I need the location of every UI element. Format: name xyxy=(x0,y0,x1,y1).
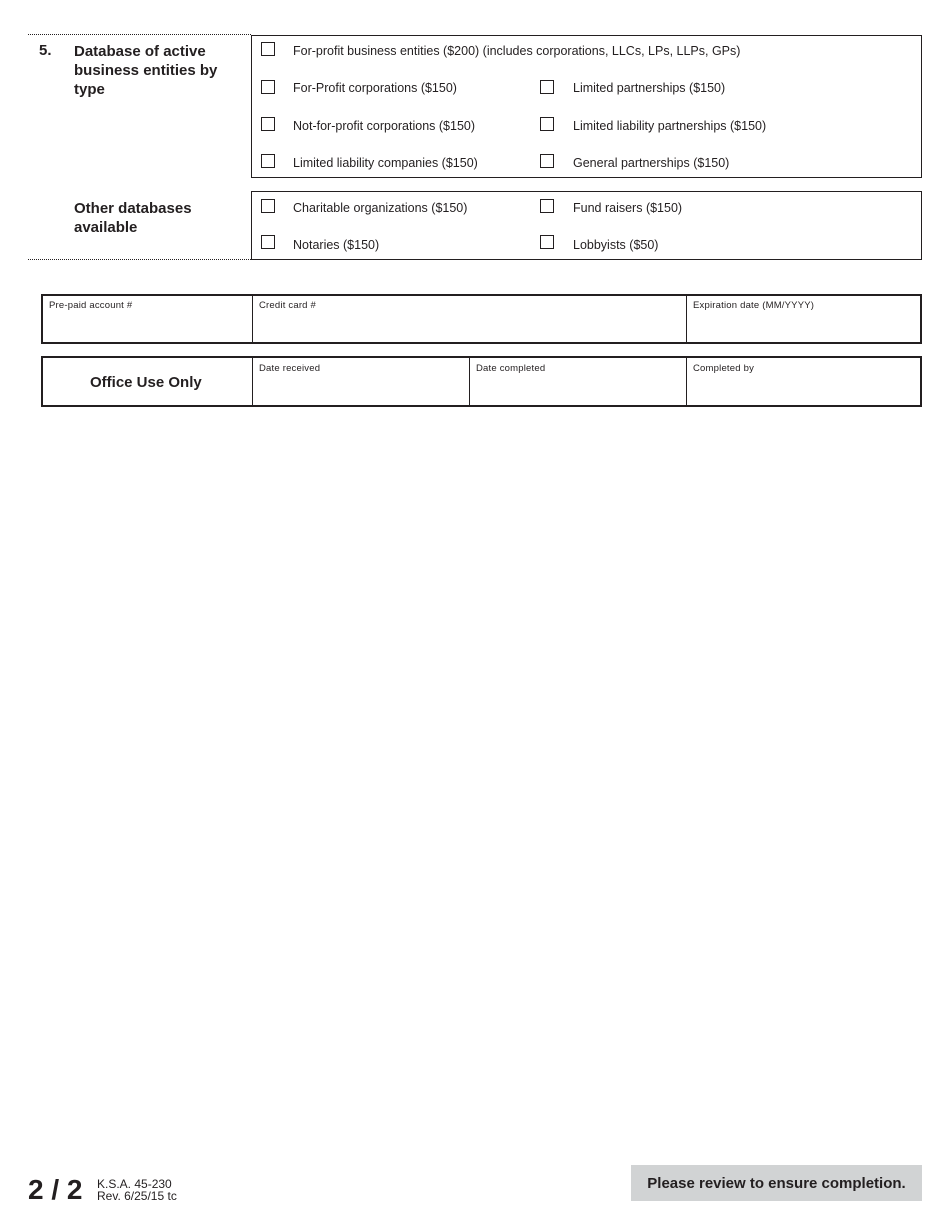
other-databases-label-line: available xyxy=(74,219,138,236)
office-use-title: Office Use Only xyxy=(90,374,202,391)
checkbox-charitable-organizations[interactable] xyxy=(261,199,275,213)
checkbox-all-for-profit[interactable] xyxy=(261,42,275,56)
section5-bottom-divider xyxy=(28,259,251,260)
section5-options-box xyxy=(251,35,922,178)
other-databases-label xyxy=(74,199,239,237)
option-fund-raisers-label: Fund raisers ($150) xyxy=(573,201,683,215)
checkbox-limited-partnerships[interactable] xyxy=(540,80,554,94)
payment-box xyxy=(41,294,922,344)
date-completed-label: Date completed xyxy=(476,363,546,374)
section5-label-line: Database of active xyxy=(74,43,206,60)
revision-note: Rev. 6/25/15 tc xyxy=(97,1189,177,1203)
expiration-date-label: Expiration date (MM/YYYY) xyxy=(693,300,815,311)
date-received-label: Date received xyxy=(259,363,321,374)
section5-top-divider xyxy=(28,34,251,35)
date-received-field[interactable] xyxy=(252,358,470,405)
expiration-date-field[interactable] xyxy=(686,296,921,342)
section5-label-line: type xyxy=(74,81,105,98)
option-limited-liability-companies-label: Limited liability companies ($150) xyxy=(293,156,478,170)
completed-by-label: Completed by xyxy=(693,363,755,374)
completed-by-field[interactable] xyxy=(686,358,921,405)
checkbox-fund-raisers[interactable] xyxy=(540,199,554,213)
option-lobbyists-label: Lobbyists ($50) xyxy=(573,238,659,252)
section-number: 5. xyxy=(39,42,52,59)
date-completed-field[interactable] xyxy=(469,358,687,405)
office-use-box xyxy=(41,356,922,407)
section5-label-line: business entities by xyxy=(74,62,218,79)
option-all-for-profit-label: For-profit business entities ($200) (includes corporations, LLCs, LPs, LLPs, GPs) xyxy=(293,44,741,58)
checkbox-lobbyists[interactable] xyxy=(540,235,554,249)
credit-card-field[interactable] xyxy=(252,296,687,342)
checkbox-for-profit-corporations[interactable] xyxy=(261,80,275,94)
prepaid-account-field[interactable] xyxy=(43,296,252,342)
credit-card-label: Credit card # xyxy=(259,300,316,311)
other-databases-label-line: Other databases xyxy=(74,200,192,217)
option-notaries-label: Notaries ($150) xyxy=(293,238,380,252)
page-number: 2 / 2 xyxy=(28,1174,83,1205)
checkbox-notaries[interactable] xyxy=(261,235,275,249)
checkbox-limited-liability-partnerships[interactable] xyxy=(540,117,554,131)
prepaid-account-label: Pre-paid account # xyxy=(49,300,133,311)
other-databases-options-box xyxy=(251,191,922,260)
option-not-for-profit-corporations-label: Not-for-profit corporations ($150) xyxy=(293,119,476,133)
checkbox-not-for-profit-corporations[interactable] xyxy=(261,117,275,131)
option-limited-liability-partnerships-label: Limited liability partnerships ($150) xyxy=(573,119,767,133)
review-notice: Please review to ensure completion. xyxy=(631,1165,922,1201)
statute-reference: K.S.A. 45-230 xyxy=(97,1177,172,1191)
section5-label xyxy=(74,42,239,99)
option-limited-partnerships-label: Limited partnerships ($150) xyxy=(573,81,726,95)
option-charitable-organizations-label: Charitable organizations ($150) xyxy=(293,201,468,215)
option-for-profit-corporations-label: For-Profit corporations ($150) xyxy=(293,81,457,95)
checkbox-general-partnerships[interactable] xyxy=(540,154,554,168)
checkbox-limited-liability-companies[interactable] xyxy=(261,154,275,168)
option-general-partnerships-label: General partnerships ($150) xyxy=(573,156,730,170)
